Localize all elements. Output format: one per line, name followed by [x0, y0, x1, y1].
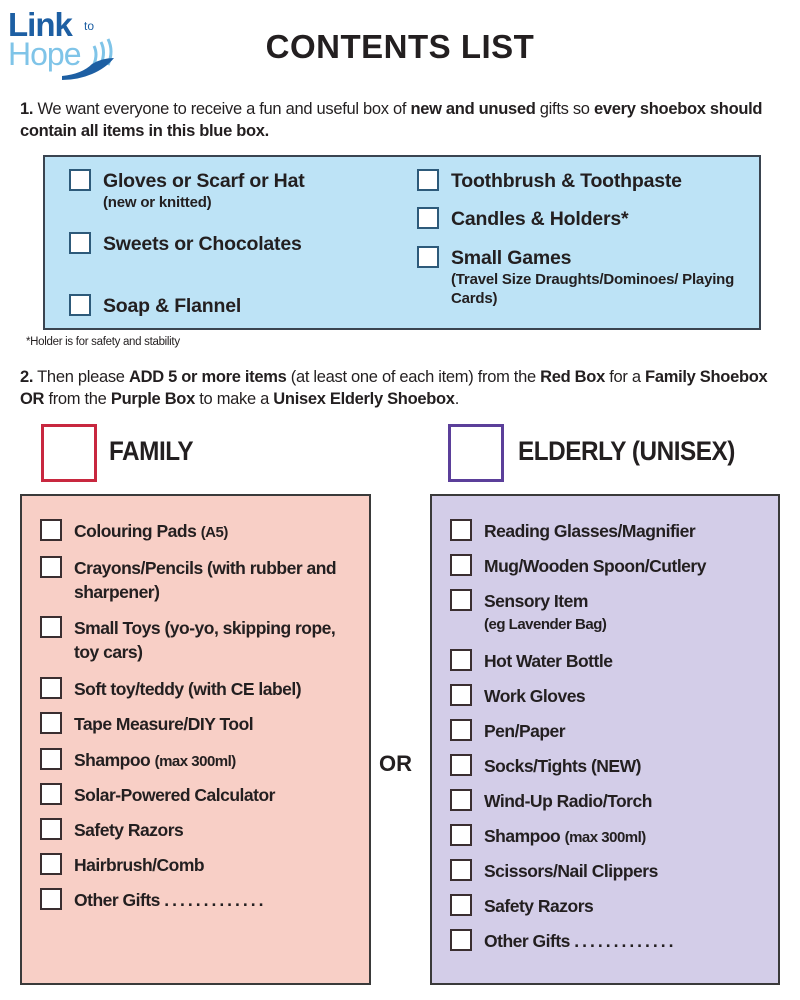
checkbox[interactable]: [40, 556, 62, 578]
checkbox[interactable]: [450, 859, 472, 881]
footnote: *Holder is for safety and stability: [26, 336, 180, 348]
checkbox[interactable]: [450, 754, 472, 776]
elderly-item[interactable]: Wind-Up Radio/Torch: [450, 789, 652, 813]
family-item[interactable]: Colouring Pads (A5): [40, 519, 228, 545]
elderly-items-box: [430, 494, 780, 985]
checkbox[interactable]: [40, 748, 62, 770]
checkbox[interactable]: [40, 712, 62, 734]
family-item[interactable]: Tape Measure/DIY Tool: [40, 712, 253, 736]
write-in-line[interactable]: .............: [574, 931, 677, 951]
checkbox[interactable]: [40, 818, 62, 840]
family-item[interactable]: Small Toys (yo-yo, skipping rope, toy cars): [40, 616, 340, 664]
checkbox[interactable]: [450, 894, 472, 916]
checklist-item-small-games[interactable]: Small Games (Travel Size Draughts/Dominoes/ Playing Cards): [417, 246, 747, 308]
checkbox[interactable]: [450, 929, 472, 951]
elderly-item[interactable]: Socks/Tights (NEW): [450, 754, 641, 778]
write-in-line[interactable]: .............: [164, 890, 267, 910]
family-item-other-gifts[interactable]: Other Gifts .............: [40, 888, 267, 912]
checklist-item-sweets[interactable]: Sweets or Chocolates: [69, 232, 302, 256]
checkbox[interactable]: [450, 684, 472, 706]
logo-text-link: Link: [8, 6, 72, 43]
family-item[interactable]: Hairbrush/Comb: [40, 853, 204, 877]
checkbox[interactable]: [417, 207, 439, 229]
family-item[interactable]: Soft toy/teddy (with CE label): [40, 677, 301, 701]
elderly-item[interactable]: Shampoo (max 300ml): [450, 824, 646, 850]
logo-text-to: to: [84, 19, 95, 33]
checkbox[interactable]: [450, 789, 472, 811]
elderly-item[interactable]: Sensory Item (eg Lavender Bag): [450, 589, 606, 637]
checkbox[interactable]: [450, 519, 472, 541]
page-title: CONTENTS LIST: [265, 28, 535, 65]
checkbox[interactable]: [40, 616, 62, 638]
checklist-item-gloves[interactable]: Gloves or Scarf or Hat (new or knitted): [69, 169, 305, 212]
elderly-item[interactable]: Scissors/Nail Clippers: [450, 859, 658, 883]
family-items-box: [20, 494, 371, 985]
family-item[interactable]: Safety Razors: [40, 818, 183, 842]
checkbox[interactable]: [69, 169, 91, 191]
section-2-instructions: 2. Then please ADD 5 or more items (at least one of each item) from the Red Box for a Family Shoebox OR from the Purple Box to make a Unisex Elderly Shoebox.: [20, 368, 768, 408]
elderly-item[interactable]: Mug/Wooden Spoon/Cutlery: [450, 554, 706, 578]
checkbox[interactable]: [69, 294, 91, 316]
elderly-heading: ELDERLY (UNISEX): [518, 436, 735, 466]
checklist-item-toothbrush[interactable]: Toothbrush & Toothpaste: [417, 169, 682, 193]
checkbox[interactable]: [40, 677, 62, 699]
or-divider: OR: [379, 751, 412, 776]
elderly-item[interactable]: Pen/Paper: [450, 719, 565, 743]
elderly-item[interactable]: Work Gloves: [450, 684, 585, 708]
essential-items-box: [43, 155, 761, 330]
checkbox[interactable]: [450, 554, 472, 576]
checkbox[interactable]: [40, 519, 62, 541]
checkbox[interactable]: [40, 853, 62, 875]
checkbox[interactable]: [450, 824, 472, 846]
elderly-item[interactable]: Safety Razors: [450, 894, 593, 918]
checkbox[interactable]: [40, 783, 62, 805]
elderly-item-other-gifts[interactable]: Other Gifts .............: [450, 929, 677, 953]
family-item[interactable]: Shampoo (max 300ml): [40, 748, 236, 774]
logo-text-hope: Hope: [8, 36, 81, 72]
checkbox[interactable]: [69, 232, 91, 254]
elderly-select-checkbox[interactable]: [448, 424, 504, 482]
checkbox[interactable]: [450, 649, 472, 671]
checkbox[interactable]: [450, 589, 472, 611]
checkbox[interactable]: [450, 719, 472, 741]
section-1-instructions: 1. We want everyone to receive a fun and useful box of new and unused gifts so every shoebox should contain all items in this blue box.: [20, 100, 763, 140]
elderly-item[interactable]: Hot Water Bottle: [450, 649, 612, 673]
elderly-item[interactable]: Reading Glasses/Magnifier: [450, 519, 695, 543]
family-select-checkbox[interactable]: [41, 424, 97, 482]
checkbox[interactable]: [417, 246, 439, 268]
checklist-item-candles[interactable]: Candles & Holders*: [417, 207, 628, 231]
checkbox[interactable]: [40, 888, 62, 910]
family-heading: FAMILY: [109, 436, 194, 466]
family-item[interactable]: Solar-Powered Calculator: [40, 783, 275, 807]
family-item[interactable]: Crayons/Pencils (with rubber and sharpener): [40, 556, 360, 604]
checklist-item-soap[interactable]: Soap & Flannel: [69, 294, 241, 318]
checkbox[interactable]: [417, 169, 439, 191]
